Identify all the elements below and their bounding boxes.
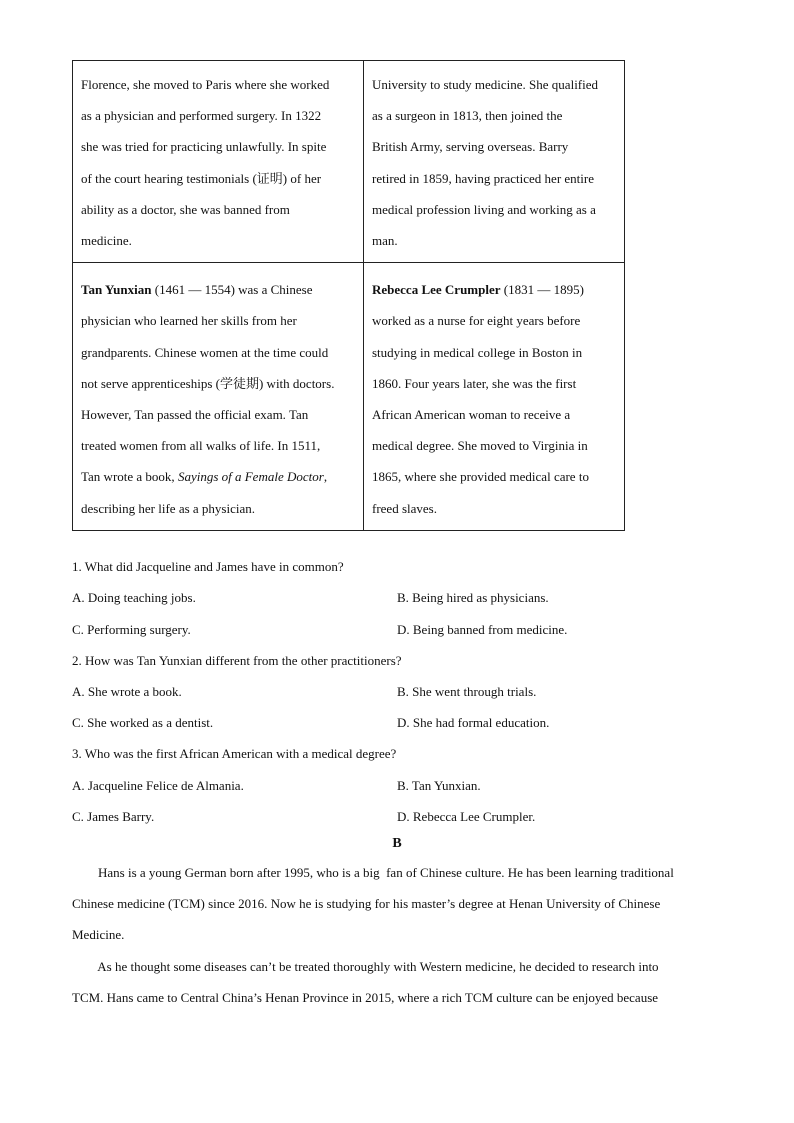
cell-line: studying in medical college in Boston in <box>372 344 583 360</box>
cell-line: man. <box>372 233 398 249</box>
passage-line: Chinese medicine (TCM) since 2016. Now he is studying for his master’s degree at Henan University of Chinese <box>72 896 661 912</box>
question-2: 2. How was Tan Yunxian different from the other practitioners? <box>72 653 402 668</box>
person-name: Rebecca Lee Crumpler <box>372 282 501 298</box>
question-3-option-c[interactable]: C. James Barry. <box>72 809 155 824</box>
passage-line: Hans is a young German born after 1995, who is a big fan of Chinese culture. He has been learning traditional <box>72 865 674 880</box>
section-heading: B <box>392 836 402 851</box>
table-cell-almania-continued <box>73 61 364 263</box>
cell-line: not serve apprenticeships (学徒期) with doctors. <box>81 375 335 391</box>
cell-line: as a physician and performed surgery. In 1322 <box>81 108 322 124</box>
cell-line: ability as a doctor, she was banned from <box>81 201 290 217</box>
cell-line: medical degree. She moved to Virginia in <box>372 438 588 454</box>
passage-paragraph-2 <box>72 951 717 1013</box>
table-cell-rebecca-crumpler <box>364 263 625 531</box>
table-cell-tan-yunxian <box>73 263 364 531</box>
passage-paragraph-1 <box>72 857 717 951</box>
table-row <box>73 263 625 531</box>
cell-line: treated women from all walks of life. In 1511, <box>81 438 321 454</box>
passage-line: TCM. Hans came to Central China’s Henan Province in 2015, where a rich TCM culture can be enjoyed because <box>72 990 659 1006</box>
person-name: Tan Yunxian <box>81 282 152 298</box>
question-2-option-b[interactable]: B. She went through trials. <box>397 684 537 699</box>
table-cell-barry-continued <box>364 61 625 263</box>
question-1-option-a[interactable]: A. Doing teaching jobs. <box>72 590 196 605</box>
table-row <box>73 61 625 263</box>
cell-line: African American woman to receive a <box>372 407 571 423</box>
cell-line: However, Tan passed the official exam. Tan <box>81 407 309 423</box>
cell-line: freed slaves. <box>372 500 437 516</box>
cell-line: she was tried for practicing unlawfully. In spite <box>81 139 327 155</box>
cell-line: Tan wrote a book, <box>81 469 178 485</box>
cell-line: 1865, where she provided medical care to <box>372 469 589 485</box>
question-3: 3. Who was the first African American with a medical degree? <box>72 746 397 761</box>
cell-line: retired in 1859, having practiced her entire <box>372 170 594 186</box>
question-1-option-d[interactable]: D. Being banned from medicine. <box>397 622 568 637</box>
question-1-option-c[interactable]: C. Performing surgery. <box>72 622 191 637</box>
question-3-option-b[interactable]: B. Tan Yunxian. <box>397 778 481 793</box>
passage-line: Medicine. <box>72 927 125 943</box>
cell-line: grandparents. Chinese women at the time could <box>81 344 329 360</box>
question-2-option-c[interactable]: C. She worked as a dentist. <box>72 715 214 730</box>
cell-line: as a surgeon in 1813, then joined the <box>372 108 563 124</box>
cell-line: (1461 — 1554) was a Chinese <box>151 282 313 298</box>
cell-line: Florence, she moved to Paris where she worked <box>81 77 330 92</box>
cell-line: University to study medicine. She qualified <box>372 77 599 92</box>
question-1: 1. What did Jacqueline and James have in common? <box>72 559 344 574</box>
biography-table <box>72 60 625 531</box>
cell-line: medicine. <box>81 233 132 249</box>
cell-line: medical profession living and working as a <box>372 201 596 217</box>
cell-line: describing her life as a physician. <box>81 500 255 516</box>
question-3-option-a[interactable]: A. Jacqueline Felice de Almania. <box>72 778 244 793</box>
passage-line: As he thought some diseases can’t be treated thoroughly with Western medicine, he decided to research into <box>72 959 659 974</box>
question-1-option-b[interactable]: B. Being hired as physicians. <box>397 590 549 605</box>
cell-line: 1860. Four years later, she was the first <box>372 375 577 391</box>
cell-line: , <box>323 469 328 485</box>
question-2-option-a[interactable]: A. She wrote a book. <box>72 684 182 699</box>
cell-line: worked as a nurse for eight years before <box>372 313 581 329</box>
book-title: Sayings of a Female Doctor <box>177 469 324 485</box>
cell-line: physician who learned her skills from her <box>81 313 297 329</box>
cell-line: (1831 — 1895) <box>500 282 584 298</box>
question-2-option-d[interactable]: D. She had formal education. <box>397 715 550 730</box>
question-3-option-d[interactable]: D. Rebecca Lee Crumpler. <box>397 809 536 824</box>
cell-line: British Army, serving overseas. Barry <box>372 139 569 155</box>
cell-line: of the court hearing testimonials (证明) of her <box>81 170 322 186</box>
